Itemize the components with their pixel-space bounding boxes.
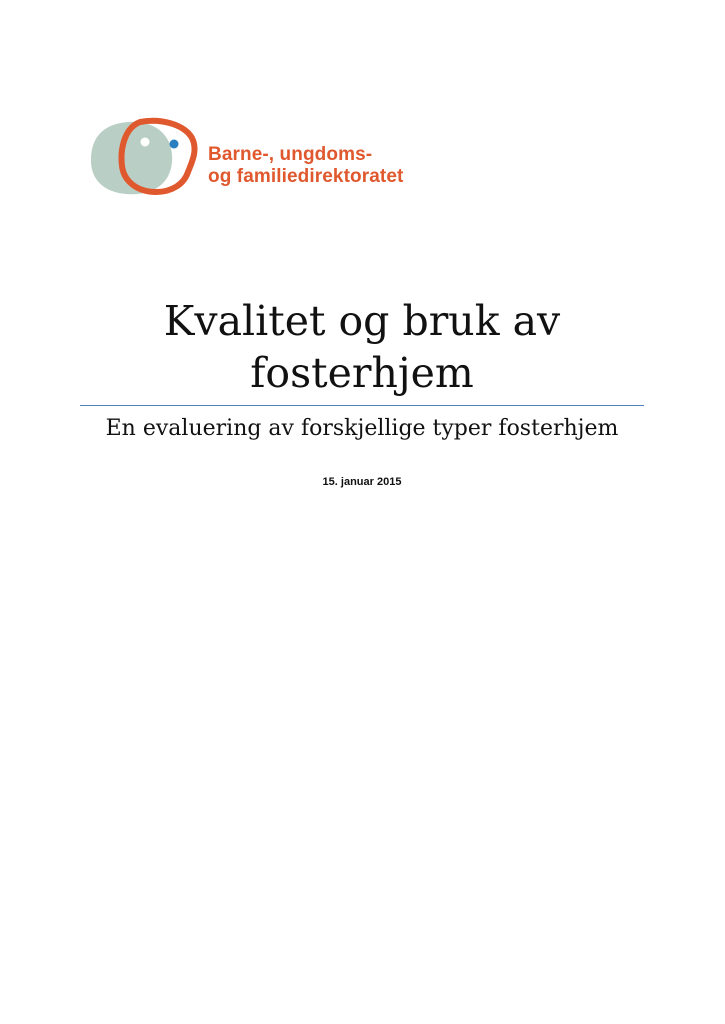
document-subtitle: En evaluering av forskjellige typer fosterhjem (105, 416, 619, 441)
title-divider (80, 405, 644, 406)
logo-blue-eye (170, 140, 179, 149)
logo-line-2: og familiedirektoratet (208, 166, 404, 187)
logo-line-1: Barne-, ungdoms- (208, 144, 373, 165)
document-title (80, 295, 644, 399)
bufdir-logo-mark-icon (88, 116, 203, 198)
document-title-line-1: Kvalitet og bruk av (163, 297, 561, 345)
document-date: 15. januar 2015 (322, 476, 402, 488)
document-title-line-2: fosterhjem (250, 349, 474, 397)
logo-wordmark (208, 144, 403, 188)
logo-white-eye (141, 138, 150, 147)
bufdir-logo (88, 116, 438, 198)
